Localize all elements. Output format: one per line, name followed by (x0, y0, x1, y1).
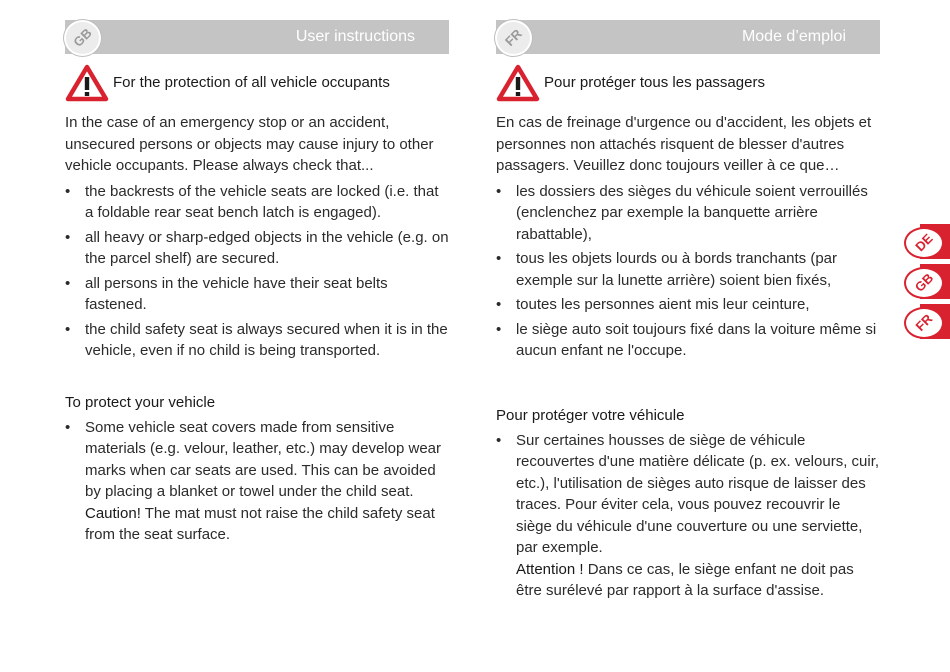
list-item-text: the backrests of the vehicle seats are locked (i.e. that a foldable rear seat bench latch is engaged). (85, 182, 439, 221)
caution-label: Caution! (85, 504, 141, 522)
bullet: • (496, 320, 502, 338)
section-header (65, 20, 449, 54)
bullet: • (65, 274, 71, 292)
tab-gb[interactable] (900, 264, 950, 299)
list-item (496, 294, 880, 316)
bullet: • (496, 182, 502, 200)
list-item-text: toutes les personnes aient mis leur ceinture, (516, 296, 810, 313)
list-item-text: the child safety seat is always secured when it is in the vehicle, even if no child is being transported. (85, 320, 448, 359)
warning-triangle-icon (65, 64, 109, 102)
tab-oval (904, 267, 944, 299)
bullet: • (65, 182, 71, 200)
list-item-text: les dossiers des sièges du véhicule soient verrouillés (enclenchez par exemple la banquette arrière rabattable), (516, 182, 868, 243)
section-header (496, 20, 880, 54)
intro-paragraph: En cas de freinage d'urgence ou d'accident, les objets et personnes non attachés risquent de blesser d'autres passagers. Veuillez donc toujours veiller à ce que… (496, 114, 872, 174)
caution-text: The mat must not raise the child safety seat from the seat surface. (85, 504, 435, 543)
list-item (496, 430, 880, 602)
list-item (65, 227, 449, 270)
french-column (496, 20, 880, 605)
list-item-text: all heavy or sharp-edged objects in the vehicle (e.g. on the parcel shelf) are secured. (85, 228, 449, 267)
tab-oval (904, 227, 944, 259)
language-badge-gb (64, 20, 101, 56)
list-item (496, 181, 880, 246)
checklist (65, 181, 449, 362)
list-item-text: Some vehicle seat covers made from sensitive materials (e.g. velour, leather, etc.) may develop wear marks when car seats are used. This can be avoided by placing a blanket or towel under the child seat. (85, 418, 442, 500)
language-tabs (900, 224, 950, 344)
list-item (496, 248, 880, 291)
list-item-text: all persons in the vehicle have their seat belts fastened. (85, 274, 388, 313)
warning-heading (496, 64, 880, 102)
list-item (65, 273, 449, 316)
list-item (65, 319, 449, 362)
bullet: • (65, 228, 71, 246)
intro-paragraph: In the case of an emergency stop or an accident, unsecured persons or objects may cause injury to other vehicle occupants. Please always check that... (65, 114, 434, 174)
caution-label: Attention ! (516, 560, 584, 578)
caution-text: Dans ce cas, le siège enfant ne doit pas être surélevé par rapport à la surface d'assise. (516, 560, 854, 599)
bullet: • (496, 431, 502, 449)
tab-fr[interactable] (900, 304, 950, 339)
list-item (65, 181, 449, 224)
warning-heading (65, 64, 449, 102)
tab-label: DE (912, 230, 936, 255)
header-title: Mode d’emploi (741, 28, 846, 45)
section2-list (496, 430, 880, 602)
warning-title: For the protection of all vehicle occupants (113, 74, 390, 91)
list-item-text: tous les objets lourds ou à bords tranchants (par exemple sur la lunette arrière) soient bien fixés, (516, 250, 838, 289)
bullet: • (65, 320, 71, 338)
tab-label: GB (911, 270, 937, 295)
warning-triangle-icon (496, 64, 540, 102)
section2-title: To protect your vehicle (65, 393, 216, 411)
list-item (65, 417, 449, 546)
bullet: • (65, 418, 71, 436)
bullet: • (496, 250, 502, 267)
list-item (496, 319, 880, 362)
section2-title: Pour protéger votre véhicule (496, 406, 685, 424)
warning-title: Pour protéger tous les passagers (544, 74, 765, 91)
list-item-text: Sur certaines housses de siège de véhicule recouvertes d'une matière délicate (p. ex. velours, cuir, etc.), l'utilisation de sièges auto risque de laisser des traces. Pour éviter cela, vous pouvez recouvrir le siège du véhicule d'une couverture ou une serviette, par exemple. (516, 431, 880, 556)
section2-list (65, 417, 449, 546)
checklist (496, 181, 880, 362)
english-column (65, 20, 449, 549)
tab-de[interactable] (900, 224, 950, 259)
tab-label: FR (912, 311, 936, 334)
badge-label: FR (502, 26, 525, 49)
language-badge-fr (495, 20, 532, 56)
tab-oval (904, 307, 944, 339)
bullet: • (496, 296, 502, 313)
badge-label: GB (70, 25, 95, 50)
list-item-text: le siège auto soit toujours fixé dans la voiture même si aucun enfant ne l'occupe. (516, 320, 877, 359)
header-title: User instructions (295, 28, 415, 45)
